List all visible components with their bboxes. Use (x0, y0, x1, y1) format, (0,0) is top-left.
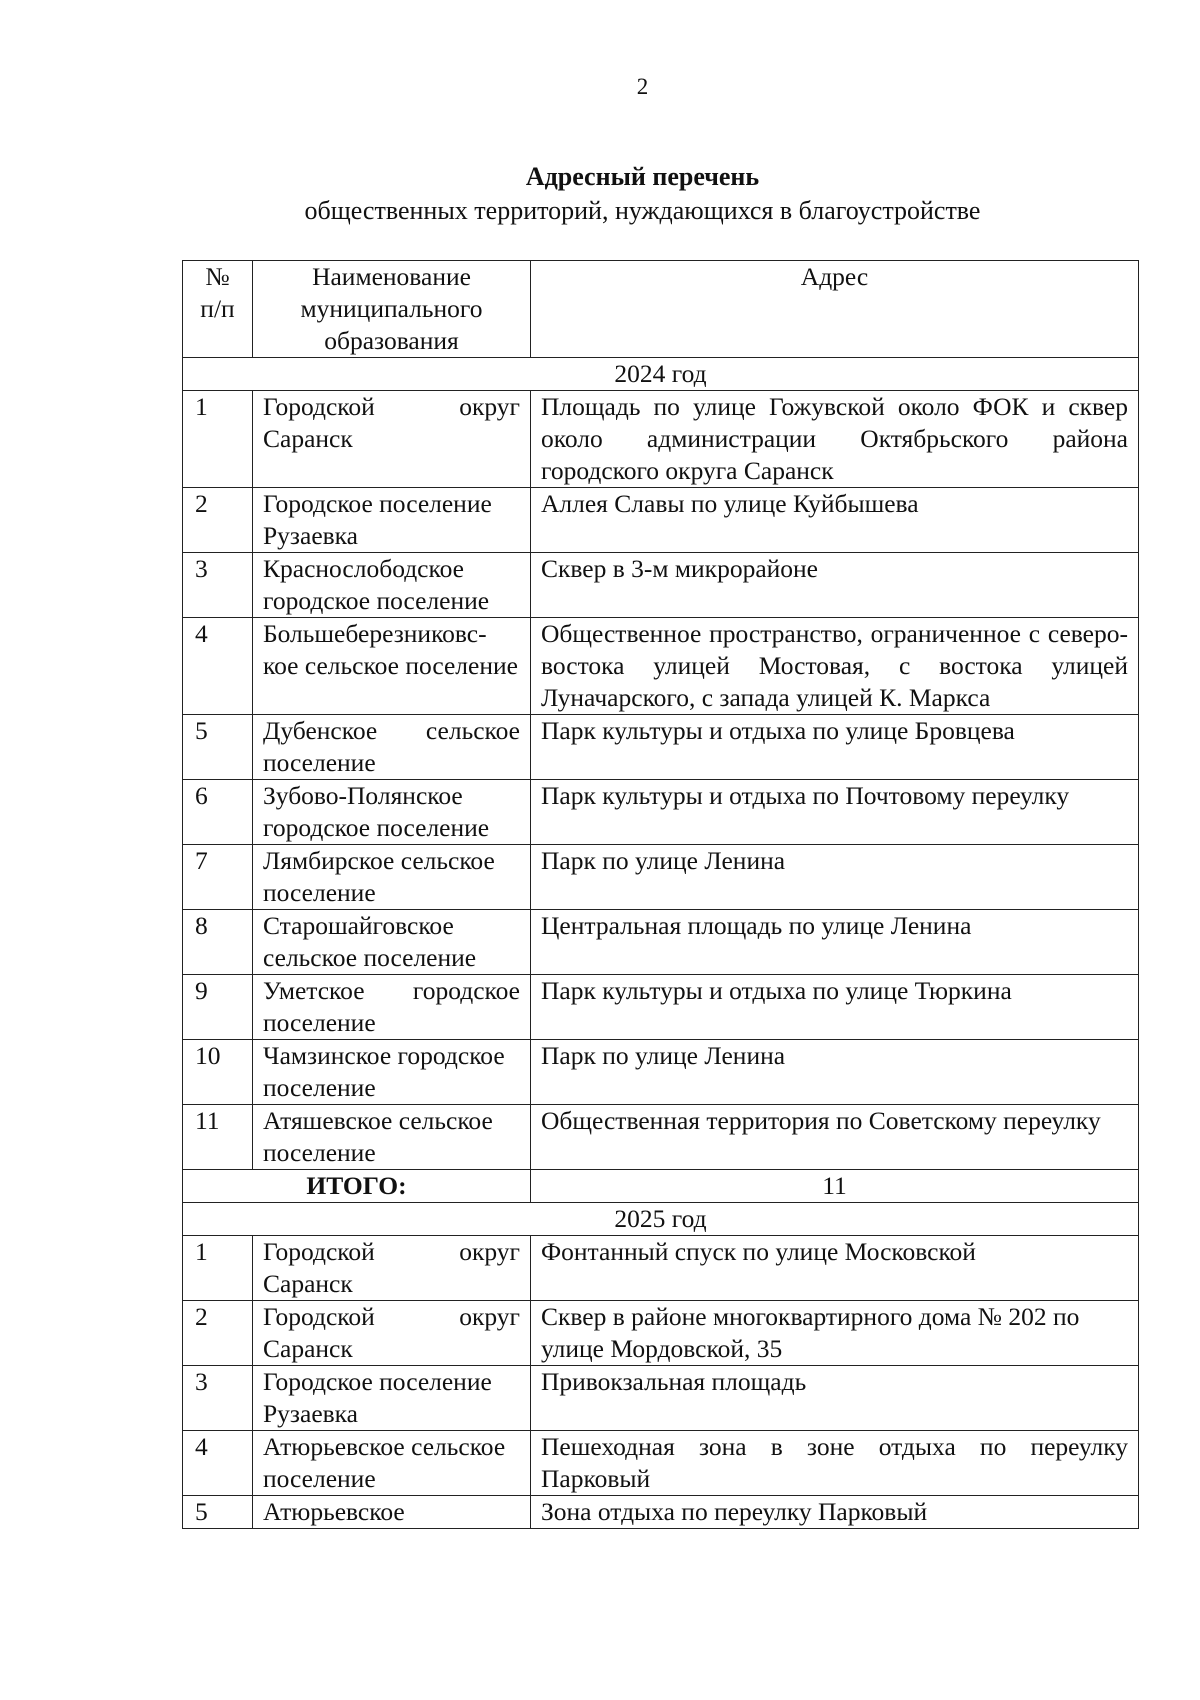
row-num: 7 (183, 845, 253, 910)
header-municipality: Наименование муниципального образования (253, 261, 531, 358)
row-municipality: Атяшевское сельское поселение (253, 1105, 531, 1170)
row-num: 2 (183, 1301, 253, 1366)
year-label: 2024 год (183, 358, 1139, 391)
row-municipality: Большеберезниковс-кое сельское поселение (253, 618, 531, 715)
row-num: 4 (183, 618, 253, 715)
row-address: Парк культуры и отдыха по улице Тюркина (531, 975, 1139, 1040)
row-address: Аллея Славы по улице Куйбышева (531, 488, 1139, 553)
row-num: 1 (183, 391, 253, 488)
row-num: 10 (183, 1040, 253, 1105)
document-title: Адресный перечень (525, 162, 760, 191)
row-num: 5 (183, 715, 253, 780)
row-num: 4 (183, 1431, 253, 1496)
row-address: Привокзальная площадь (531, 1366, 1139, 1431)
table-row (183, 1040, 1139, 1105)
row-address: Зона отдыха по переулку Парковый (531, 1496, 1139, 1529)
document-subtitle: общественных территорий, нуждающихся в благоустройстве (304, 196, 981, 225)
row-address: Сквер в 3-м микрорайоне (531, 553, 1139, 618)
row-address: Сквер в районе многоквартирного дома № 202 по улице Мордовской, 35 (531, 1301, 1139, 1366)
page-number: 2 (636, 74, 649, 99)
row-municipality: Городской округ Саранск (253, 1301, 531, 1366)
total-row (183, 1170, 1139, 1203)
row-address: Фонтанный спуск по улице Московской (531, 1236, 1139, 1301)
table-row (183, 1105, 1139, 1170)
row-address: Центральная площадь по улице Ленина (531, 910, 1139, 975)
year-row-2024 (183, 358, 1139, 391)
row-address: Общественное пространство, ограниченное с северо-востока улицей Мостовая, с востока улицей Луначарского, с запада улицей К. Маркса (531, 618, 1139, 715)
table-row (183, 780, 1139, 845)
row-municipality: Атюрьевское (253, 1496, 531, 1529)
row-num: 1 (183, 1236, 253, 1301)
row-municipality: Городское поселение Рузаевка (253, 1366, 531, 1431)
table-row (183, 715, 1139, 780)
year-label: 2025 год (183, 1203, 1139, 1236)
row-municipality: Зубово-Полянское городское поселение (253, 780, 531, 845)
row-municipality: Старошайговское сельское поселение (253, 910, 531, 975)
table-row (183, 391, 1139, 488)
row-municipality: Краснослободское городское поселение (253, 553, 531, 618)
row-address: Парк по улице Ленина (531, 1040, 1139, 1105)
row-municipality: Чамзинское городское поселение (253, 1040, 531, 1105)
address-table-container (182, 260, 1138, 1529)
total-value: 11 (531, 1170, 1139, 1203)
table-row (183, 845, 1139, 910)
table-row (183, 1496, 1139, 1529)
table-row (183, 488, 1139, 553)
table-header-row (183, 261, 1139, 358)
address-table (182, 260, 1139, 1529)
header-address: Адрес (531, 261, 1139, 358)
row-municipality: Городское поселение Рузаевка (253, 488, 531, 553)
year-row-2025 (183, 1203, 1139, 1236)
row-num: 11 (183, 1105, 253, 1170)
row-address: Парк по улице Ленина (531, 845, 1139, 910)
row-num: 5 (183, 1496, 253, 1529)
row-address: Площадь по улице Гожувской около ФОК и сквер около администрации Октябрьского района городского округа Саранск (531, 391, 1139, 488)
table-row (183, 1431, 1139, 1496)
row-municipality: Дубенское сельское поселение (253, 715, 531, 780)
table-row (183, 618, 1139, 715)
table-row (183, 975, 1139, 1040)
row-num: 9 (183, 975, 253, 1040)
row-address: Пешеходная зона в зоне отдыха по переулку Парковый (531, 1431, 1139, 1496)
table-row (183, 1301, 1139, 1366)
row-num: 6 (183, 780, 253, 845)
table-row (183, 1236, 1139, 1301)
row-municipality: Городской округ Саранск (253, 391, 531, 488)
row-num: 2 (183, 488, 253, 553)
row-municipality: Городской округ Саранск (253, 1236, 531, 1301)
row-num: 3 (183, 553, 253, 618)
row-address: Общественная территория по Советскому переулку (531, 1105, 1139, 1170)
total-label: ИТОГО: (183, 1170, 531, 1203)
table-row (183, 553, 1139, 618)
table-row (183, 910, 1139, 975)
row-municipality: Уметское городское поселение (253, 975, 531, 1040)
row-num: 8 (183, 910, 253, 975)
row-municipality: Атюрьевское сельское поселение (253, 1431, 531, 1496)
row-municipality: Лямбирское сельское поселение (253, 845, 531, 910)
header-num: № п/п (183, 261, 253, 358)
row-address: Парк культуры и отдыха по улице Бровцева (531, 715, 1139, 780)
row-num: 3 (183, 1366, 253, 1431)
table-row (183, 1366, 1139, 1431)
row-address: Парк культуры и отдыха по Почтовому переулку (531, 780, 1139, 845)
